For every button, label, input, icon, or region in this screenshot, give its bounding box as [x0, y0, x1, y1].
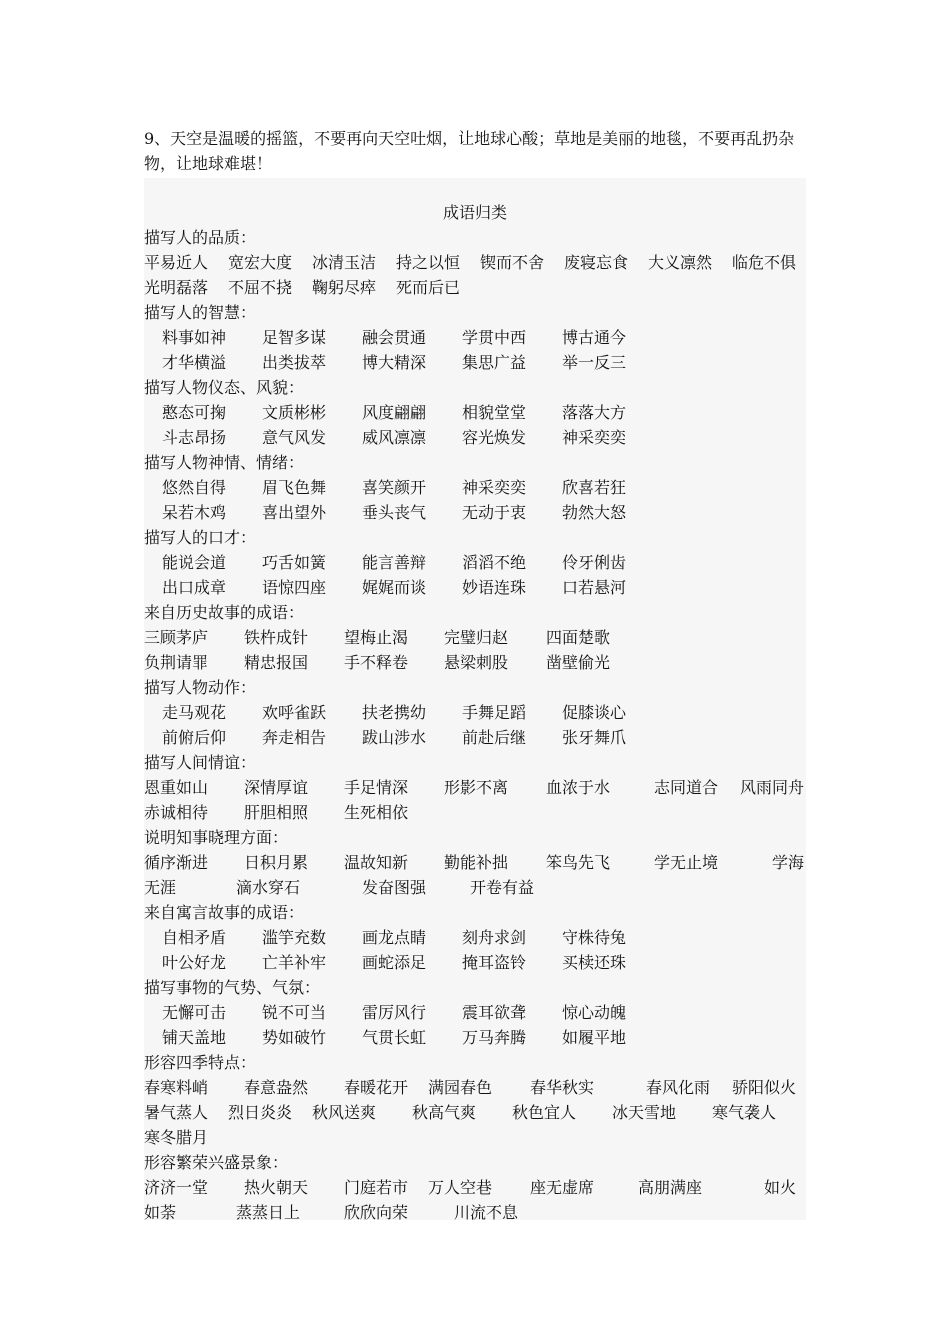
- idiom: 能说会道: [162, 553, 227, 572]
- idiom: 才华横溢: [162, 353, 227, 372]
- idiom-row: [144, 625, 810, 650]
- idiom: 热火朝天: [244, 1178, 309, 1197]
- idiom: 春风化雨: [646, 1078, 711, 1097]
- idiom: 刻舟求剑: [462, 928, 527, 947]
- idiom: 满园春色: [428, 1078, 493, 1097]
- idiom: 憨态可掬: [162, 403, 227, 422]
- idiom: 手足情深: [344, 778, 409, 797]
- idiom: 相貌堂堂: [462, 403, 527, 422]
- idiom: 欣喜若狂: [562, 478, 627, 497]
- idiom: 赤诚相待: [144, 803, 209, 822]
- idiom: 济济一堂: [144, 1178, 209, 1197]
- idiom: 锲而不舍: [480, 253, 545, 272]
- idiom: 骄阳似火: [732, 1078, 797, 1097]
- idiom: 锐不可当: [262, 1003, 327, 1022]
- idiom: 门庭若市: [344, 1178, 409, 1197]
- section-heading: 形容繁荣兴盛景象：: [144, 1153, 289, 1172]
- idiom: 临危不俱: [732, 253, 797, 272]
- idiom: 望梅止渴: [344, 628, 409, 647]
- idiom: 伶牙俐齿: [562, 553, 627, 572]
- idiom: 扶老携幼: [362, 703, 427, 722]
- idiom: 无涯: [144, 878, 177, 897]
- idiom: 威风凛凛: [362, 428, 427, 447]
- idiom: 博古通今: [562, 328, 627, 347]
- section-heading: 来自寓言故事的成语：: [144, 903, 305, 922]
- section-heading: 来自历史故事的成语：: [144, 603, 305, 622]
- idiom: 出类拔萃: [262, 353, 327, 372]
- idiom: 秋高气爽: [412, 1103, 477, 1122]
- idiom: 亡羊补牢: [262, 953, 327, 972]
- idiom: 举一反三: [562, 353, 627, 372]
- idiom: 学海: [772, 853, 805, 872]
- idiom: 万人空巷: [428, 1178, 493, 1197]
- idiom: 气贯长虹: [362, 1028, 427, 1047]
- document-title: 成语归类: [442, 203, 507, 222]
- idiom: 前俯后仰: [162, 728, 227, 747]
- idiom: 奔走相告: [262, 728, 327, 747]
- idiom: 肝胆相照: [244, 803, 309, 822]
- idiom-row: [144, 275, 810, 300]
- idiom-row: [144, 925, 810, 950]
- idiom: 走马观花: [162, 703, 227, 722]
- section-heading: 描写事物的气势、气氛：: [144, 978, 321, 997]
- idiom: 巧舌如簧: [262, 553, 327, 572]
- idiom: 滥竽充数: [262, 928, 327, 947]
- idiom: 三顾茅庐: [144, 628, 209, 647]
- idiom-row: [144, 550, 810, 575]
- idiom-row: [144, 325, 810, 350]
- idiom: 生死相依: [344, 803, 409, 822]
- section-heading: 描写人间情谊：: [144, 753, 257, 772]
- idiom: 废寝忘食: [564, 253, 629, 272]
- idiom-row: [144, 725, 810, 750]
- idiom: 冰清玉洁: [312, 253, 377, 272]
- idiom: 垂头丧气: [362, 503, 427, 522]
- idiom: 四面楚歌: [546, 628, 611, 647]
- idiom: 形影不离: [444, 778, 509, 797]
- section-heading: 描写人物动作：: [144, 678, 257, 697]
- idiom: 如火: [764, 1178, 797, 1197]
- idiom: 掩耳盗铃: [462, 953, 527, 972]
- idiom: 发奋图强: [362, 878, 427, 897]
- idiom: 手不释卷: [344, 653, 409, 672]
- idiom: 妙语连珠: [462, 578, 527, 597]
- idiom-row: [144, 700, 810, 725]
- idiom: 前赴后继: [462, 728, 527, 747]
- idiom: 滴水穿石: [236, 878, 301, 897]
- idiom: 冰天雪地: [612, 1103, 677, 1122]
- idiom: 悠然自得: [162, 478, 227, 497]
- idiom: 秋色宜人: [512, 1103, 577, 1122]
- idiom: 守株待兔: [562, 928, 627, 947]
- idiom: 光明磊落: [144, 278, 209, 297]
- idiom: 画蛇添足: [362, 953, 427, 972]
- idiom-row: [144, 775, 810, 800]
- idiom-row: [144, 1025, 810, 1050]
- idiom: 志同道合: [654, 778, 719, 797]
- idiom: 勤能补拙: [444, 853, 509, 872]
- idiom: 文质彬彬: [262, 403, 327, 422]
- idiom: 凿壁偷光: [546, 653, 611, 672]
- section-heading: 描写人物仪态、风貌：: [144, 378, 305, 397]
- idiom: 融会贯通: [362, 328, 427, 347]
- idiom: 跋山涉水: [362, 728, 427, 747]
- idiom: 风雨同舟: [740, 778, 805, 797]
- idiom: 死而后已: [396, 278, 461, 297]
- idiom: 容光焕发: [462, 428, 527, 447]
- idiom-row: [144, 500, 810, 525]
- section-heading: 描写人物神情、情绪：: [144, 453, 305, 472]
- idiom: 笨鸟先飞: [546, 853, 611, 872]
- idiom: 叶公好龙: [162, 953, 227, 972]
- idiom: 自相矛盾: [162, 928, 227, 947]
- idiom-row: [144, 800, 810, 825]
- idiom: 高朋满座: [638, 1178, 703, 1197]
- idiom-row: [144, 1075, 810, 1100]
- idiom: 秋风送爽: [312, 1103, 377, 1122]
- idiom: 平易近人: [144, 253, 209, 272]
- idiom: 深情厚谊: [244, 778, 309, 797]
- idiom: 座无虚席: [530, 1178, 595, 1197]
- idiom: 学贯中西: [462, 328, 527, 347]
- idiom: 足智多谋: [262, 328, 327, 347]
- idiom: 勃然大怒: [562, 503, 627, 522]
- idiom: 集思广益: [462, 353, 527, 372]
- idiom: 川流不息: [454, 1203, 519, 1222]
- idiom-row: [144, 350, 810, 375]
- idiom: 恩重如山: [144, 778, 209, 797]
- idiom-classification: [144, 200, 810, 1225]
- idiom: 欣欣向荣: [344, 1203, 409, 1222]
- idiom: 鞠躬尽瘁: [312, 278, 377, 297]
- idiom-row: [144, 850, 810, 875]
- idiom: 口若悬河: [562, 578, 627, 597]
- section-heading: 形容四季特点：: [144, 1053, 257, 1072]
- idiom: 欢呼雀跃: [262, 703, 327, 722]
- idiom: 滔滔不绝: [462, 553, 527, 572]
- idiom-row: [144, 475, 810, 500]
- idiom: 惊心动魄: [562, 1003, 627, 1022]
- idiom: 促膝谈心: [562, 703, 627, 722]
- idiom-row: [144, 1000, 810, 1025]
- idiom: 画龙点睛: [362, 928, 427, 947]
- idiom: 铺天盖地: [162, 1028, 227, 1047]
- idiom: 万马奔腾: [462, 1028, 527, 1047]
- idiom-row: [144, 1100, 810, 1125]
- section-heading: 说明知事晓理方面：: [144, 828, 289, 847]
- idiom: 暑气蒸人: [144, 1103, 209, 1122]
- idiom: 斗志昂扬: [162, 428, 227, 447]
- idiom: 大义凛然: [648, 253, 713, 272]
- idiom: 精忠报国: [244, 653, 309, 672]
- idiom-row: [144, 575, 810, 600]
- idiom: 呆若木鸡: [162, 503, 227, 522]
- section-heading: 描写人的智慧：: [144, 303, 257, 322]
- idiom: 完璧归赵: [444, 628, 509, 647]
- idiom: 如履平地: [562, 1028, 627, 1047]
- intro-paragraph: 9、天空是温暖的摇篮，不要再向天空吐烟，让地球心酸；草地是美丽的地毯，不要再乱扔杂物，让地球难堪！: [144, 129, 795, 173]
- idiom: 春华秋实: [530, 1078, 595, 1097]
- idiom: 喜笑颜开: [362, 478, 427, 497]
- idiom: 春意盎然: [244, 1078, 309, 1097]
- idiom-row: [144, 875, 810, 900]
- idiom: 悬梁刺股: [444, 653, 509, 672]
- idiom: 语惊四座: [262, 578, 327, 597]
- idiom: 料事如神: [162, 328, 227, 347]
- idiom-row: [144, 400, 810, 425]
- idiom-row: [144, 1175, 810, 1200]
- idiom: 势如破竹: [262, 1028, 327, 1047]
- idiom: 出口成章: [162, 578, 227, 597]
- idiom: 神采奕奕: [562, 428, 627, 447]
- idiom: 风度翩翩: [362, 403, 427, 422]
- section-heading: 描写人的品质：: [144, 228, 257, 247]
- idiom: 落落大方: [562, 403, 627, 422]
- idiom: 手舞足蹈: [462, 703, 527, 722]
- idiom: 血浓于水: [546, 778, 611, 797]
- idiom: 持之以恒: [396, 253, 461, 272]
- idiom: 寒冬腊月: [144, 1128, 209, 1147]
- idiom: 负荆请罪: [144, 653, 209, 672]
- idiom: 铁杵成针: [244, 628, 309, 647]
- idiom-row: [144, 425, 810, 450]
- idiom: 无懈可击: [162, 1003, 227, 1022]
- idiom: 如荼: [144, 1203, 177, 1222]
- idiom: 日积月累: [244, 853, 309, 872]
- idiom: 博大精深: [362, 353, 427, 372]
- idiom: 无动于衷: [462, 503, 527, 522]
- idiom-row: [144, 950, 810, 975]
- idiom: 蒸蒸日上: [236, 1203, 301, 1222]
- idiom-row: [144, 1125, 810, 1150]
- idiom: 眉飞色舞: [262, 478, 327, 497]
- idiom: 不屈不挠: [228, 278, 293, 297]
- idiom: 张牙舞爪: [562, 728, 627, 747]
- idiom-row: [144, 650, 810, 675]
- section-heading: 描写人的口才：: [144, 528, 257, 547]
- idiom: 春寒料峭: [144, 1078, 209, 1097]
- idiom: 宽宏大度: [228, 253, 293, 272]
- idiom: 娓娓而谈: [362, 578, 427, 597]
- idiom: 能言善辩: [362, 553, 427, 572]
- idiom: 寒气袭人: [712, 1103, 777, 1122]
- idiom: 喜出望外: [262, 503, 327, 522]
- idiom: 意气风发: [262, 428, 327, 447]
- idiom: 开卷有益: [470, 878, 535, 897]
- idiom: 循序渐进: [144, 853, 209, 872]
- idiom-row: [144, 250, 810, 275]
- idiom: 烈日炎炎: [228, 1103, 293, 1122]
- idiom: 学无止境: [654, 853, 719, 872]
- idiom: 震耳欲聋: [462, 1003, 527, 1022]
- idiom: 温故知新: [344, 853, 409, 872]
- idiom: 雷厉风行: [362, 1003, 427, 1022]
- idiom: 买椟还珠: [562, 953, 627, 972]
- idiom: 神采奕奕: [462, 478, 527, 497]
- idiom: 春暖花开: [344, 1078, 409, 1097]
- idiom-row: [144, 1200, 810, 1225]
